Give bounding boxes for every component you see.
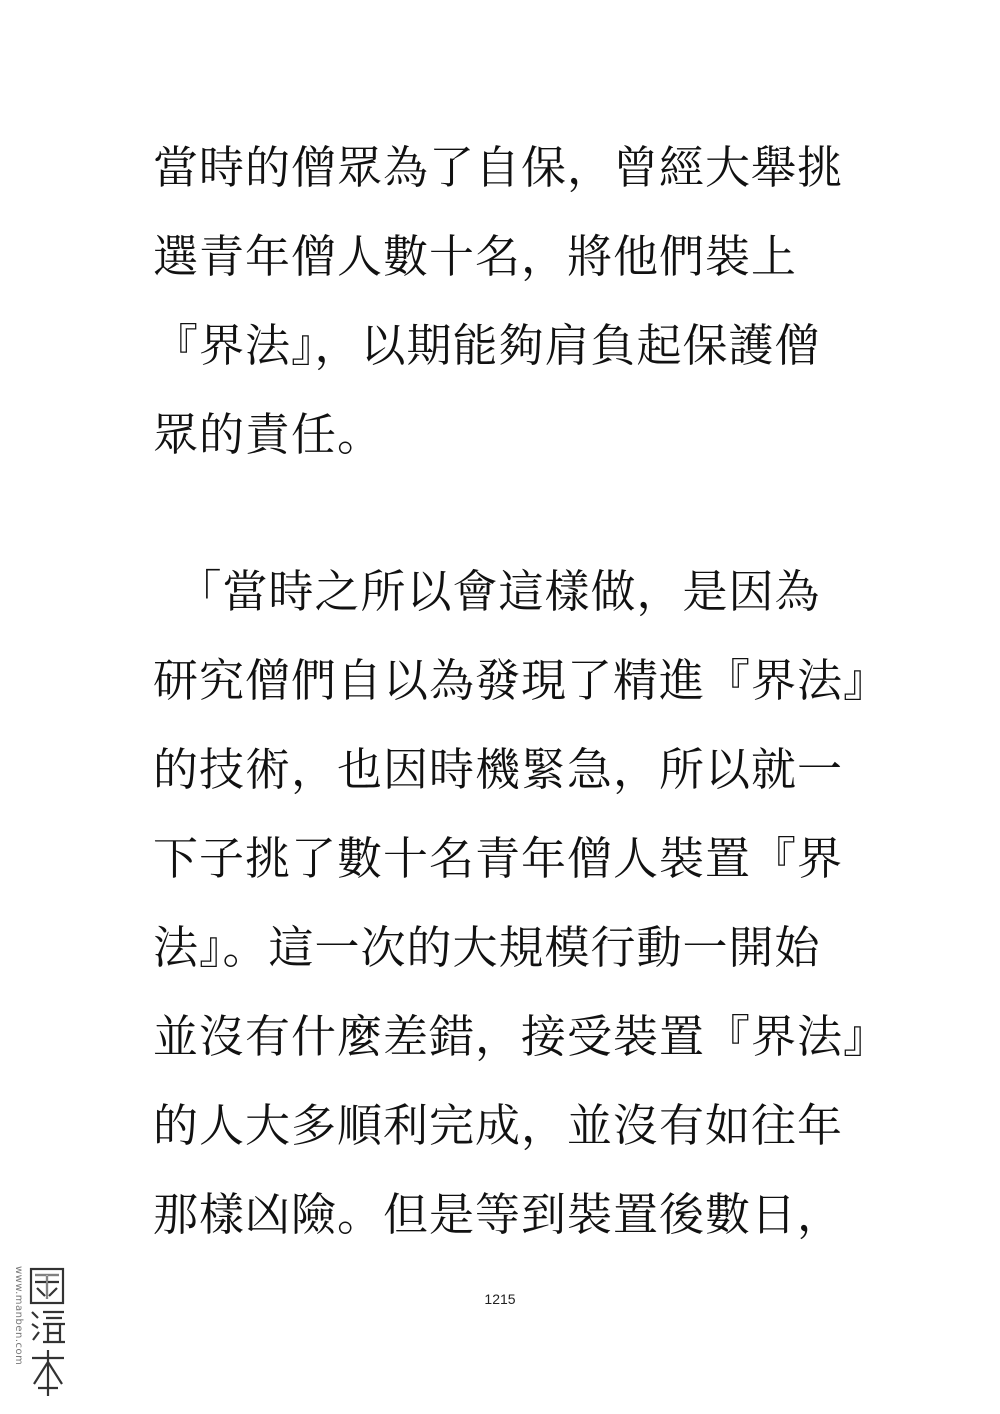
paragraph-1 — [153, 123, 893, 479]
text-line: 法』。這一次的大規模行動一開始 — [153, 921, 821, 974]
text-line: 當時的僧眾為了自保，曾經大舉挑 — [153, 141, 844, 194]
text-line: 並沒有什麼差錯，接受裝置『界法』 — [153, 1010, 890, 1063]
page-number: 1215 — [484, 1291, 516, 1307]
text-line: 「當時之所以會這樣做，是因為 — [153, 565, 821, 618]
text-line: 選青年僧人數十名，將他們裝上 — [153, 230, 798, 283]
watermark-url: www.manben.com — [13, 1266, 24, 1366]
text-line: 眾的責任。 — [153, 408, 384, 461]
text-line: 『界法』，以期能夠肩負起保護僧 — [153, 319, 821, 372]
text-line: 的技術，也因時機緊急，所以就一 — [153, 743, 844, 796]
manben-logo-icon — [26, 1266, 70, 1406]
paragraph-2 — [153, 547, 893, 1259]
text-line: 研究僧們自以為發現了精進『界法』 — [153, 654, 890, 707]
text-line: 那樣凶險。但是等到裝置後數日， — [153, 1188, 844, 1241]
text-line: 的人大多順利完成，並沒有如往年 — [153, 1099, 844, 1152]
watermark — [8, 1266, 72, 1406]
text-line: 下子挑了數十名青年僧人裝置『界 — [153, 832, 844, 885]
